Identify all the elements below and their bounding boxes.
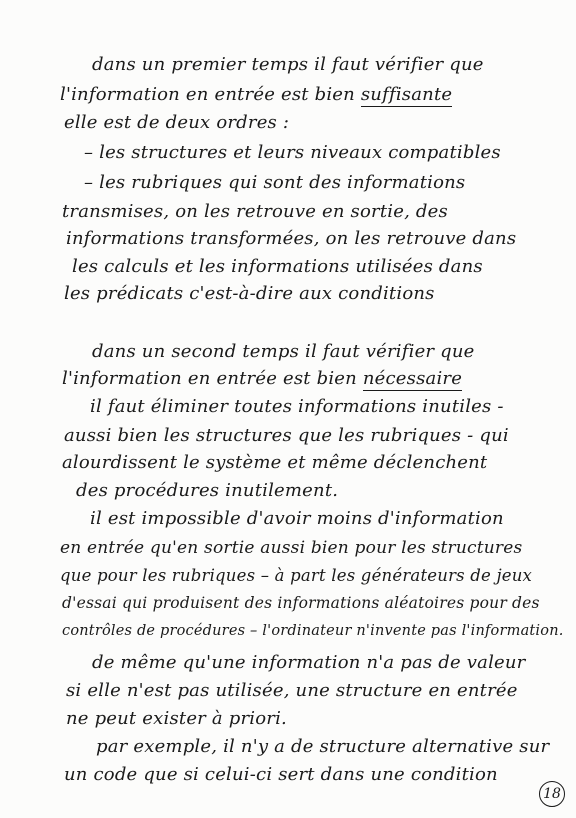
text-line: un code que si celui-ci sert dans une condition: [64, 764, 498, 785]
text-line: les prédicats c'est-à-dire aux conditions: [64, 283, 435, 304]
text-line: il faut éliminer toutes informations inutiles -: [90, 396, 504, 417]
text-line: en entrée qu'en sortie aussi bien pour les structures: [60, 538, 523, 558]
text-line: que pour les rubriques – à part les générateurs de jeux: [60, 566, 533, 585]
text-line: dans un second temps il faut vérifier que: [92, 341, 475, 362]
underlined-word: nécessaire: [362, 368, 463, 389]
text-line: par exemple, il n'y a de structure alternative sur: [96, 736, 550, 757]
text-line: alourdissent le système et même déclenchent: [62, 452, 488, 473]
text-line: contrôles de procédures – l'ordinateur n'invente pas l'information.: [62, 623, 564, 639]
line-text: l'information en entrée est bien: [60, 84, 361, 105]
text-line: des procédures inutilement.: [76, 480, 339, 501]
text-line: ne peut exister à priori.: [66, 708, 287, 729]
text-line: – les structures et leurs niveaux compatibles: [84, 142, 501, 163]
text-line: les calculs et les informations utilisées dans: [72, 256, 483, 277]
text-line: – les rubriques qui sont des informations: [84, 172, 466, 193]
text-line: dans un premier temps il faut vérifier que: [92, 54, 484, 75]
text-line: aussi bien les structures que les rubriques - qui: [64, 425, 509, 446]
text-line: de même qu'une information n'a pas de valeur: [92, 652, 526, 673]
underlined-word: suffisante: [360, 84, 453, 105]
text-line: si elle n'est pas utilisée, une structure en entrée: [66, 680, 518, 701]
text-line: d'essai qui produisent des informations aléatoires pour des: [62, 594, 540, 612]
text-line: informations transformées, on les retrouve dans: [66, 228, 517, 249]
line-text: l'information en entrée est bien: [62, 368, 363, 389]
text-line: il est impossible d'avoir moins d'information: [90, 508, 504, 529]
text-line: transmises, on les retrouve en sortie, des: [62, 201, 448, 222]
text-line: [60, 86, 452, 104]
page-number: 18: [539, 781, 565, 807]
text-line: elle est de deux ordres :: [64, 112, 290, 133]
text-line: [62, 370, 462, 388]
